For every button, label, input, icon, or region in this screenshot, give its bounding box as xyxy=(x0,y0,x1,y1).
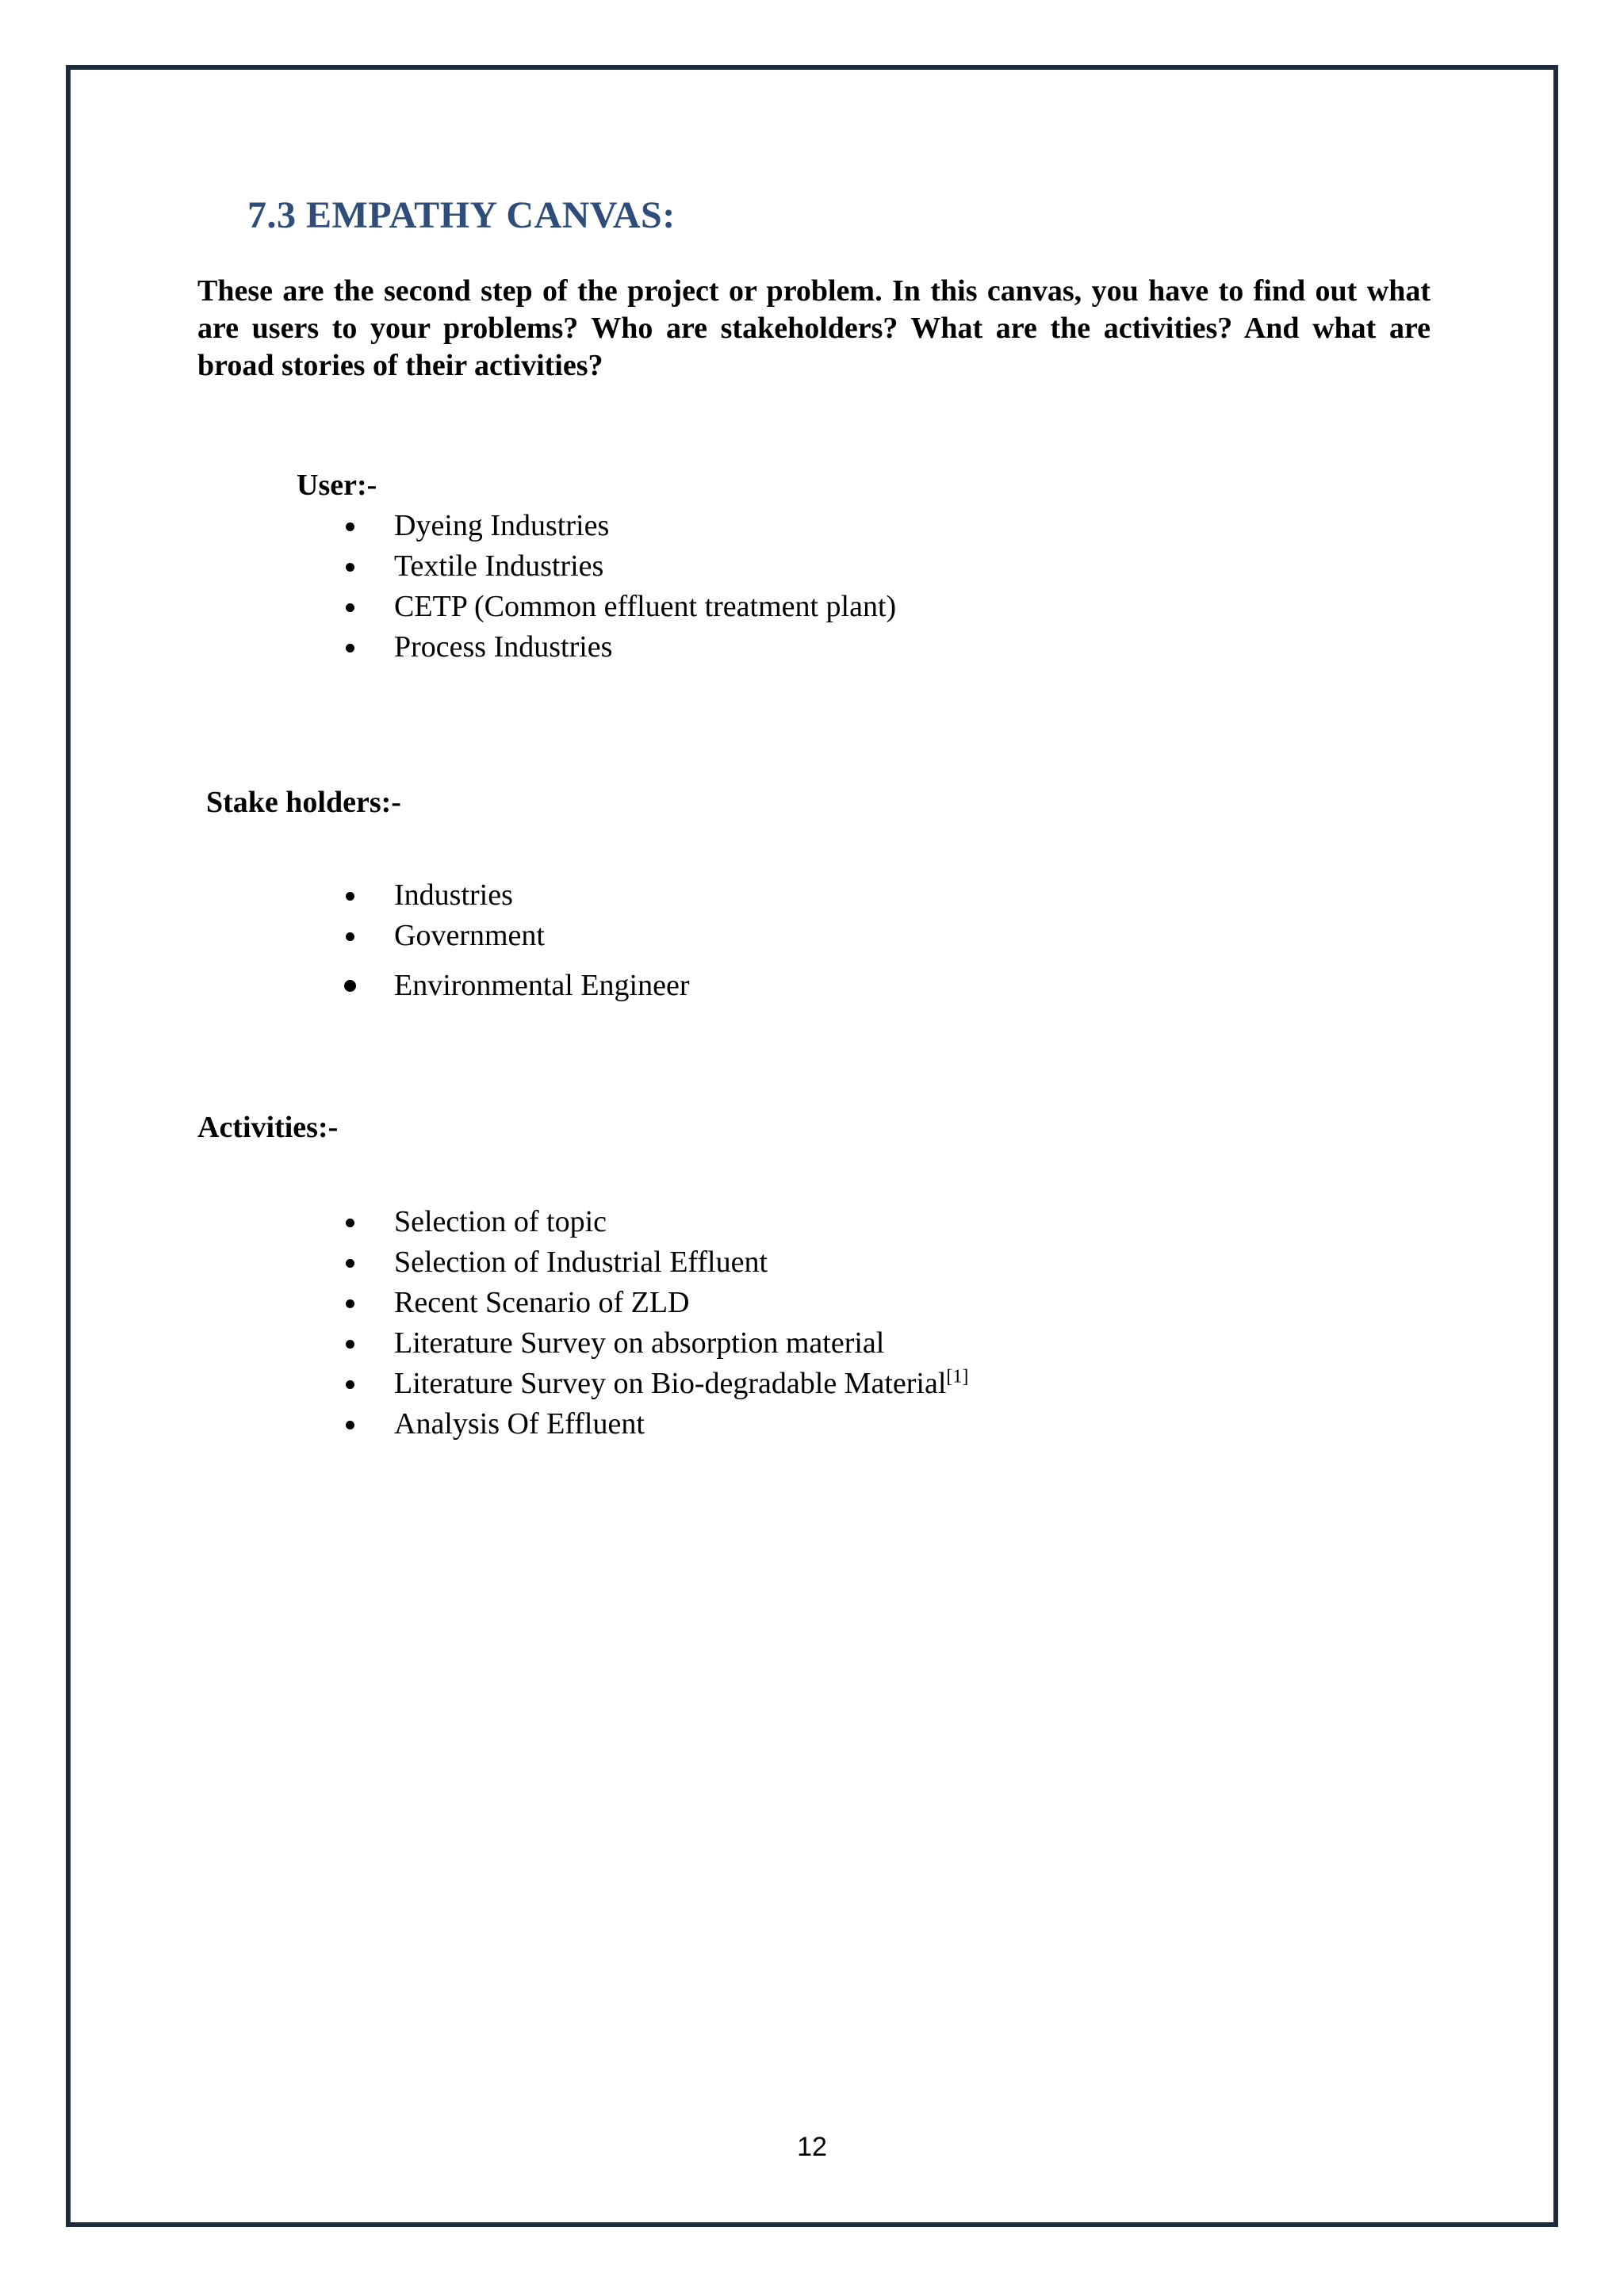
list-item-text: Literature Survey on absorption material xyxy=(394,1326,885,1360)
section-heading: 7.3 EMPATHY CANVAS: xyxy=(247,194,676,236)
list-item-text: Analysis Of Effluent xyxy=(394,1407,645,1441)
list-item xyxy=(346,1364,968,1404)
bullet-icon xyxy=(346,1219,354,1227)
list-item-text: Textile Industries xyxy=(394,549,604,583)
intro-paragraph: These are the second step of the project or problem. In this canvas, you have to find out what are users to your problems? Who are stakeholders? What are the activities? And what are broad stories of their activities? xyxy=(197,274,1431,382)
list-item-text: Selection of topic xyxy=(394,1205,607,1238)
activities-label: Activities:- xyxy=(197,1111,339,1144)
bullet-icon xyxy=(346,1421,354,1429)
list-item xyxy=(346,1242,968,1283)
activities-list xyxy=(346,1202,968,1445)
bullet-icon xyxy=(346,522,354,531)
list-item xyxy=(346,966,690,1006)
list-item xyxy=(346,1323,968,1364)
list-item xyxy=(346,1283,968,1323)
bullet-icon xyxy=(346,892,354,901)
bullet-icon xyxy=(346,1299,354,1308)
list-item-text: Government xyxy=(394,919,545,952)
bullet-icon xyxy=(346,603,354,612)
list-item-text: Industries xyxy=(394,878,513,912)
list-item-text: Literature Survey on Bio-degradable Material xyxy=(394,1367,947,1400)
bullet-icon xyxy=(346,1380,354,1389)
list-item xyxy=(346,587,896,627)
bullet-icon xyxy=(346,1340,354,1349)
bullet-icon xyxy=(344,980,356,992)
bullet-icon xyxy=(346,563,354,572)
citation-ref: [1] xyxy=(946,1366,969,1387)
list-item-text: Selection of Industrial Effluent xyxy=(394,1246,768,1279)
list-item-text: Recent Scenario of ZLD xyxy=(394,1286,690,1319)
stakeholders-label: Stake holders:- xyxy=(206,786,401,819)
users-list xyxy=(346,506,896,668)
list-item-text: Environmental Engineer xyxy=(394,969,690,1002)
page-number: 12 xyxy=(797,2132,827,2162)
list-item-text: Dyeing Industries xyxy=(394,509,610,542)
list-item xyxy=(346,916,690,956)
list-item-text: Process Industries xyxy=(394,630,613,664)
list-item xyxy=(346,1202,968,1242)
bullet-icon xyxy=(346,932,354,941)
list-item xyxy=(346,627,896,668)
stakeholders-list xyxy=(346,875,690,1006)
users-label: User:- xyxy=(297,469,377,502)
bullet-icon xyxy=(346,644,354,652)
list-item xyxy=(346,875,690,916)
list-item xyxy=(346,546,896,587)
list-item xyxy=(346,506,896,546)
list-item xyxy=(346,1404,968,1445)
bullet-icon xyxy=(346,1259,354,1268)
list-item-text: CETP (Common effluent treatment plant) xyxy=(394,590,897,623)
